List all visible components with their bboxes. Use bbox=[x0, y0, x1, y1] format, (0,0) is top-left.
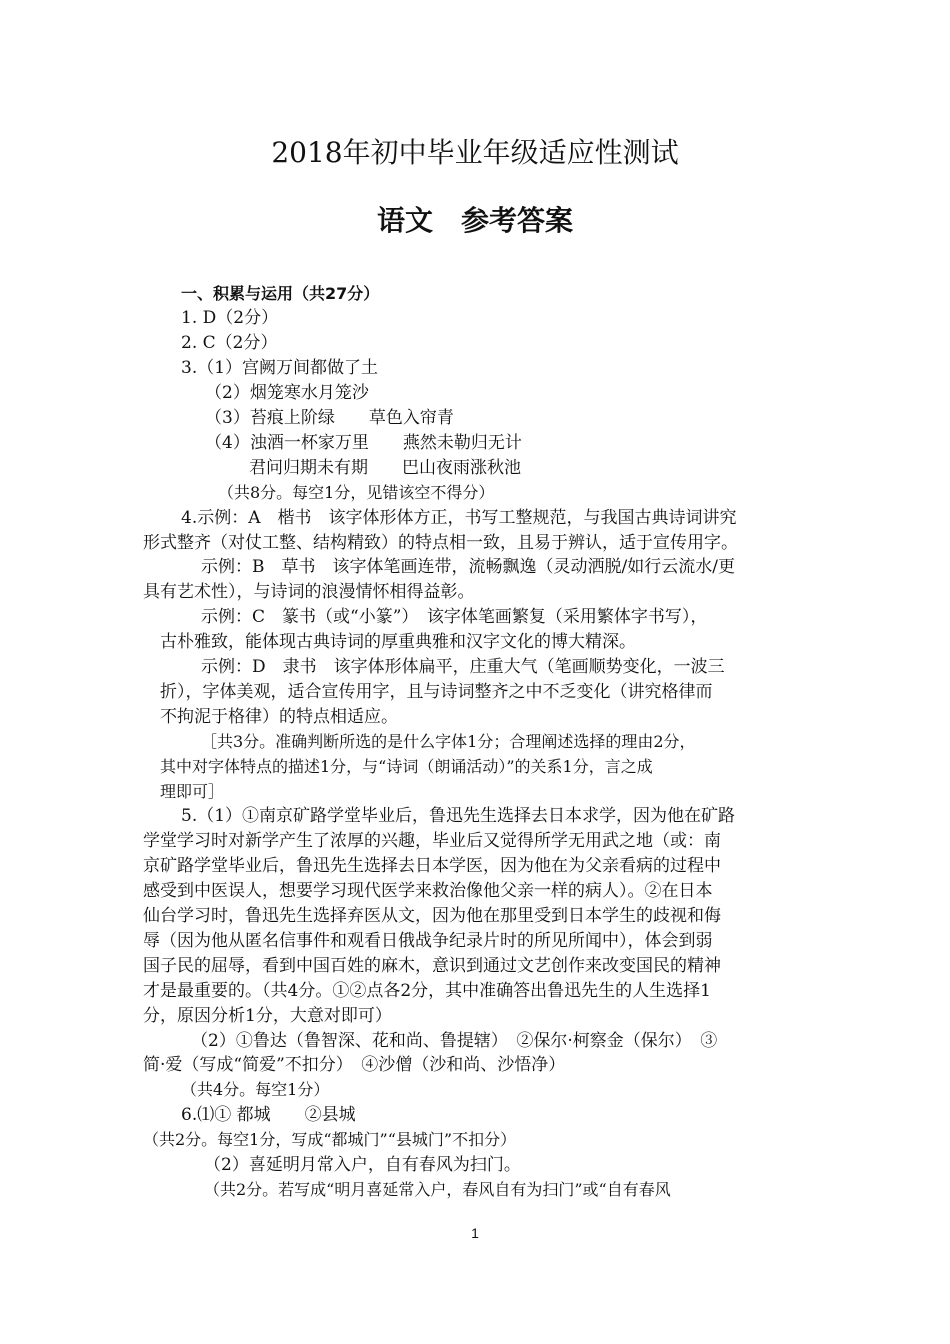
answer-q4-line: 形式整齐（对仗工整、结构精致）的特点相一致，且易于辨认，适于宣传用字。 bbox=[143, 533, 738, 553]
answer-q1: 1. D（2分） bbox=[181, 308, 279, 328]
answer-q4-line: 示例：B 草书 该字体笔画连带，流畅飘逸（灵动洒脱/如行云流水/更 bbox=[201, 557, 735, 577]
answer-q6-line: 6.⑴① 都城 ②县城 bbox=[181, 1105, 356, 1125]
answer-q2: 2. C（2分） bbox=[181, 333, 278, 353]
answer-q4-line: 古朴雅致，能体现古典诗词的厚重典雅和汉字文化的博大精深。 bbox=[160, 632, 636, 652]
answer-q5-line: 简·爱（写成“简爱”不扣分） ④沙僧（沙和尚、沙悟净） bbox=[143, 1055, 566, 1075]
answer-q4-line: 具有艺术性），与诗词的浪漫情怀相得益彰。 bbox=[143, 582, 475, 602]
answer-q5-line: 5.（1）①南京矿路学堂毕业后，鲁迅先生选择去日本求学，因为他在矿路 bbox=[181, 806, 736, 826]
answer-q5-line: 仙台学习时，鲁迅先生选择弃医从文，因为他在那里受到日本学生的歧视和侮 bbox=[143, 906, 721, 926]
score-note: 其中对字体特点的描述1分，与“诗词（朗诵活动）”的关系1分，言之成 bbox=[160, 757, 653, 776]
answer-q5-line: 辱（因为他从匿名信事件和观看日俄战争纪录片时的所见所闻中），体会到弱 bbox=[143, 931, 713, 951]
answer-q5-line: 国子民的屈辱，看到中国百姓的麻木，意识到通过文艺创作来改变国民的精神 bbox=[143, 956, 721, 976]
score-note: 理即可］ bbox=[160, 782, 225, 801]
answer-q5-line: 才是最重要的。（共4分。①②点各2分，其中准确答出鲁迅先生的人生选择1 bbox=[143, 981, 711, 1001]
section-heading: 一、积累与运用（共27分） bbox=[181, 284, 380, 303]
answer-q3-line: （4）浊酒一杯家万里 燕然未勒归无计 bbox=[205, 433, 522, 453]
answer-q4-line: 4.示例：A 楷书 该字体形体方正，书写工整规范，与我国古典诗词讲究 bbox=[181, 508, 737, 528]
answer-q4-line: 示例：C 篆书（或“小篆”） 该字体笔画繁复（采用繁体字书写）， bbox=[201, 607, 708, 627]
answer-q3-line: 君问归期未有期 巴山夜雨涨秋池 bbox=[249, 458, 521, 478]
page-number: 1 bbox=[471, 1225, 479, 1241]
answer-q5-line: 分，原因分析1分，大意对即可） bbox=[143, 1006, 392, 1026]
score-note: （共2分。每空1分，写成“都城门”“县城门”不扣分） bbox=[143, 1130, 517, 1149]
answer-q3-line: （2）烟笼寒水月笼沙 bbox=[205, 383, 369, 403]
answer-q5-line: 感受到中医误人，想要学习现代医学来救治像他父亲一样的病人）。②在日本 bbox=[143, 881, 713, 901]
answer-q5-line: 学堂学习时对新学产生了浓厚的兴趣，毕业后又觉得所学无用武之地（或：南 bbox=[143, 831, 721, 851]
answer-q4-line: 折），字体美观，适合宣传用字，且与诗词整齐之中不乏变化（讲究格律而 bbox=[160, 682, 713, 702]
score-note: （共8分。每空1分，见错该空不得分） bbox=[218, 483, 495, 502]
document-subtitle: 语文 参考答案 bbox=[376, 204, 573, 237]
answer-q3-line: （3）苔痕上阶绿 草色入帘青 bbox=[205, 408, 454, 428]
score-note: （共4分。每空1分） bbox=[181, 1080, 330, 1099]
answer-q4-line: 不拘泥于格律）的特点相适应。 bbox=[160, 707, 398, 727]
answer-q4-line: 示例：D 隶书 该字体形体扁平，庄重大气（笔画顺势变化，一波三 bbox=[201, 657, 725, 677]
document-title: 2018年初中毕业年级适应性测试 bbox=[271, 136, 679, 169]
score-note: ［共3分。准确判断所选的是什么字体1分；合理阐述选择的理由2分， bbox=[201, 732, 696, 751]
answer-q6-line: （2）喜延明月常入户，自有春风为扫门。 bbox=[204, 1155, 521, 1175]
answer-q3-line: 3.（1）宫阙万间都做了土 bbox=[181, 358, 379, 378]
answer-q5-line: 京矿路学堂毕业后，鲁迅先生选择去日本学医，因为他在为父亲看病的过程中 bbox=[143, 856, 721, 876]
score-note: （共2分。若写成“明月喜延常入户，春风自有为扫门”或“自有春风 bbox=[204, 1180, 671, 1199]
answer-q5-line: （2）①鲁达（鲁智深、花和尚、鲁提辖） ②保尔·柯察金（保尔） ③ bbox=[191, 1031, 718, 1051]
